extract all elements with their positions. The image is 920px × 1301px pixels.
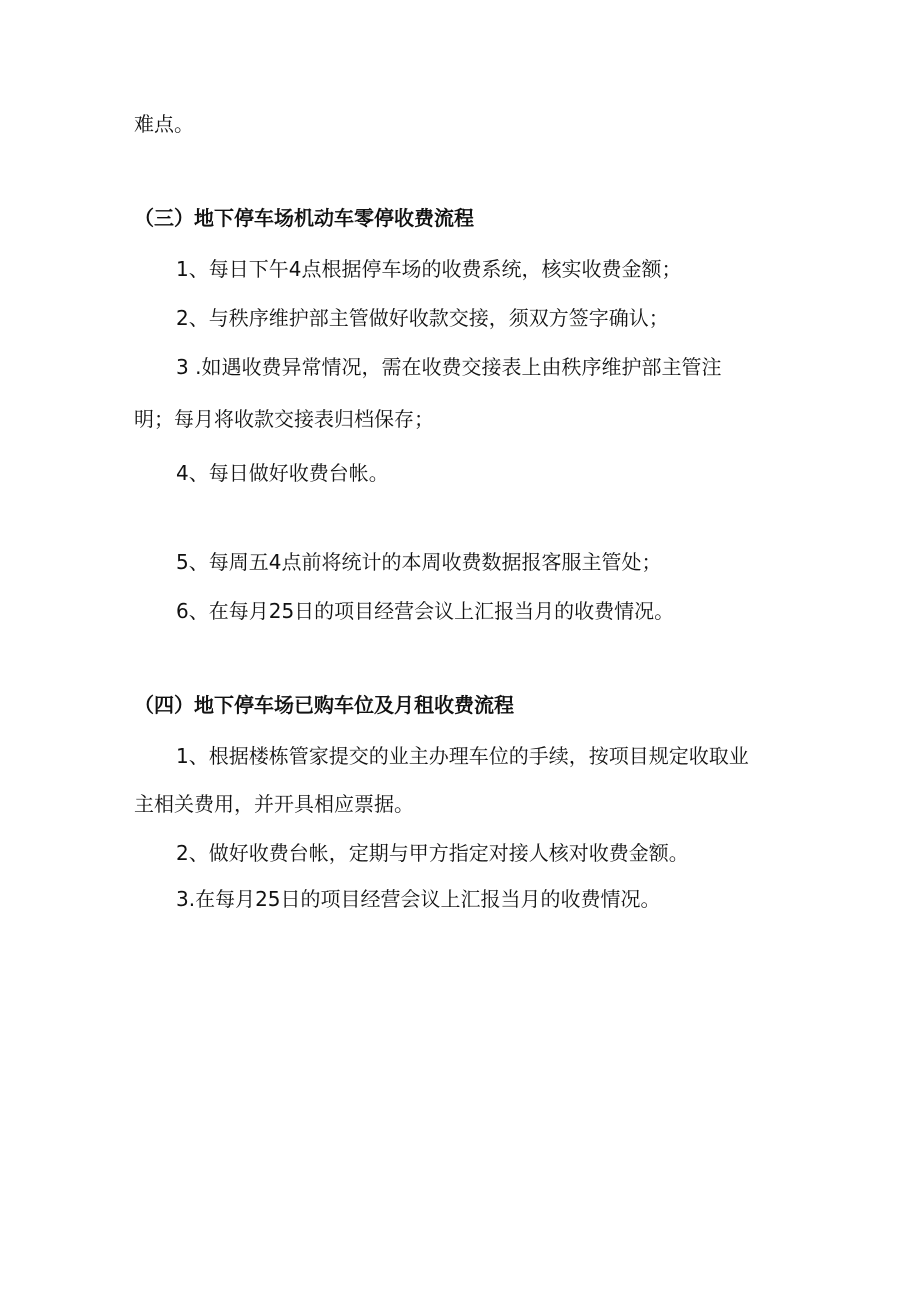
section3-item-3-line1: 3 .如遇收费异常情况，需在收费交接表上由秩序维护部主管注 xyxy=(176,355,722,379)
section3-item-2: 2、与秩序维护部主管做好收款交接，须双方签字确认； xyxy=(176,306,669,330)
intro-tail-text: 难点。 xyxy=(134,112,194,136)
section3-item-6: 6、在每月25日的项目经营会议上汇报当月的收费情况。 xyxy=(176,599,675,623)
section4-heading: （四）地下停车场已购车位及月租收费流程 xyxy=(134,693,514,717)
section3-heading: （三）地下停车场机动车零停收费流程 xyxy=(134,206,474,230)
section4-item-3: 3.在每月25日的项目经营会议上汇报当月的收费情况。 xyxy=(176,887,661,911)
section3-item-4: 4、每日做好收费台帐。 xyxy=(176,461,389,485)
section4-item-2: 2、做好收费台帐，定期与甲方指定对接人核对收费金额。 xyxy=(176,841,689,865)
section3-item-1: 1、每日下午4点根据停车场的收费系统，核实收费金额； xyxy=(176,257,682,281)
section4-item-1-line2: 主相关费用，并开具相应票据。 xyxy=(134,792,414,816)
section3-item-3-line2: 明；每月将收款交接表归档保存； xyxy=(134,407,434,431)
section4-item-1-line1: 1、根据楼栋管家提交的业主办理车位的手续，按项目规定收取业 xyxy=(176,744,749,768)
section3-item-5: 5、每周五4点前将统计的本周收费数据报客服主管处； xyxy=(176,550,662,574)
